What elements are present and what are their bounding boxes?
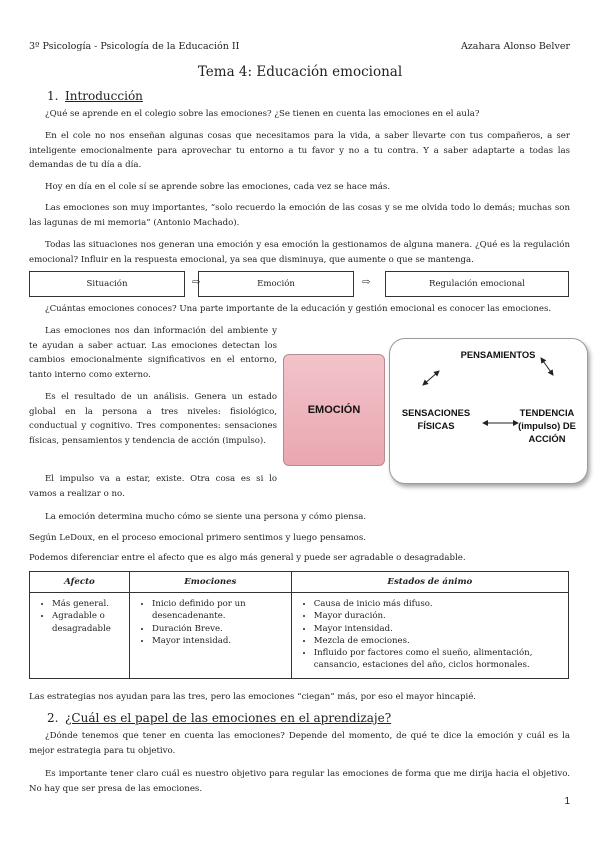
list-item: • Mezcla de emociones.	[314, 635, 564, 647]
section-2-title: ¿Cuál es el papel de las emociones en el aprendizaje?	[65, 711, 392, 725]
list-item: • Duración Breve.	[152, 623, 287, 635]
paragraph: ¿Qué se aprende en el colegio sobre las emociones? ¿Se tienen en cuenta las emociones en el aula?	[45, 109, 480, 119]
emociones-cell	[129, 593, 291, 679]
paragraph: Es el resultado de un análisis. Genera un estado global en la persona a tres niveles: fisiológico, conductual y cognitivo. Tres componentes: sensaciones físicas, pensamientos y tendencia de acción (impulso).	[29, 392, 277, 446]
list-item: • Agradable o desagradable	[52, 610, 125, 635]
flow-box-emocion: Emoción	[198, 271, 354, 297]
paragraph: En el cole no nos enseñan algunas cosas que necesitamos para la vida, a saber llevarte con tus compañeros, a ser inteligente emocionalmente para aprovechar tu entorno a tu favor y no a tu contra. Y a saber adaptarte a todas las demandas de tu día a día.	[29, 131, 570, 170]
list-item: • Causa de inicio más difuso.	[314, 598, 564, 610]
list-item: • Mayor intensidad.	[314, 623, 564, 635]
list-item: • Influido por factores como el sueño, alimentación, cansancio, estaciones del año, ciclos hormonales.	[314, 647, 564, 672]
header-author: Azahara Alonso Belver	[460, 41, 570, 52]
paragraph: Las emociones son muy importantes, “solo recuerdo la emoción de las cosas y se me olvida todo lo demás; muchas son las lagunas de mi memoria” (Antonio Machado).	[29, 203, 570, 228]
list-item: • Inicio definido por un desencadenante.	[152, 598, 287, 623]
arrow-pens-sens-icon	[423, 371, 439, 385]
paragraph: Es importante tener claro cuál es nuestro objetivo para regular las emociones de forma que me dirija hacia el objetivo. No hay que ser presa de las emociones.	[29, 769, 570, 794]
paragraph: ¿Dónde tenemos que tener en cuenta las emociones? Depende del momento, de qué te dice la emoción y cuál es la mejor estrategia para tu objetivo.	[29, 731, 570, 756]
section-1-heading	[47, 89, 143, 103]
pensamientos-label: PENSAMIENTOS	[460, 349, 536, 360]
tendencia-line-3: ACCIÓN	[528, 433, 566, 444]
paragraph: Hoy en día en el cole sí se aprende sobre las emociones, cada vez se hace más.	[45, 182, 391, 192]
page-title: Tema 4: Educación emocional	[197, 64, 403, 80]
list-item: • Mayor intensidad.	[152, 635, 287, 647]
section-1-title: Introducción	[65, 89, 143, 103]
header-course: 3º Psicología - Psicología de la Educación II	[29, 41, 240, 52]
sensaciones-line-1: SENSACIONES	[401, 407, 471, 418]
table-header-row	[30, 572, 569, 593]
column-header: Estados de ánimo	[291, 572, 568, 593]
tendencia-line-1: TENDENCIA	[519, 407, 575, 418]
paragraph: Según LeDoux, en el proceso emocional primero sentimos y luego pensamos.	[29, 533, 366, 543]
paragraph: ¿Cuántas emociones conoces? Una parte importante de la educación y gestión emocional es conocer las emociones.	[45, 304, 552, 314]
tendencia-line-2: (impulso) DE	[518, 420, 576, 431]
paragraph: El impulso va a estar, existe. Otra cosa es si lo vamos a realizar o no.	[29, 474, 277, 499]
paragraph: La emoción determina mucho cómo se siente una persona y cómo piensa.	[45, 512, 367, 522]
afecto-table	[29, 571, 569, 679]
section-2-number: 2.	[47, 711, 59, 725]
paragraph: Todas las situaciones nos generan una emoción y esa emoción la gestionamos de alguna manera. ¿Qué es la regulación emocional? Influir en la respuesta emocional, ya sea que disminuya, que aumente o que se mantenga.	[29, 240, 570, 265]
diagram-arrows	[283, 328, 588, 485]
emocion-box: EMOCIÓN	[283, 354, 385, 466]
flow-arrow-icon: ⇨	[192, 277, 201, 288]
flow-box-situacion: Situación	[29, 271, 185, 297]
paragraph: Las estrategias nos ayudan para las tres, pero las emociones “ciegan” más, por eso el mayor hincapié.	[29, 692, 477, 702]
list-item: • Más general.	[52, 598, 125, 610]
arrow-pens-tend-icon	[541, 358, 553, 375]
flow-box-regulacion: Regulación emocional	[385, 271, 569, 297]
flow-arrow-icon: ⇨	[362, 277, 371, 288]
sensaciones-line-2: FÍSICAS	[417, 420, 455, 431]
emotion-diagram	[283, 328, 588, 485]
afecto-cell	[30, 593, 130, 679]
section-2-heading	[47, 711, 391, 725]
table-row	[30, 593, 569, 679]
section-1-number: 1.	[47, 89, 59, 103]
page-number: 1	[564, 796, 570, 807]
paragraph: Podemos diferenciar entre el afecto que es algo más general y puede ser agradable o desagradable.	[29, 553, 466, 563]
column-header: Emociones	[129, 572, 291, 593]
list-item: • Mayor duración.	[314, 610, 564, 622]
estados-cell	[291, 593, 568, 679]
column-header: Afecto	[30, 572, 130, 593]
paragraph: Las emociones nos dan información del ambiente y te ayudan a saber actuar. Las emociones detectan los cambios emocionalmente significativos en el entorno, tanto interno como externo.	[29, 326, 277, 380]
